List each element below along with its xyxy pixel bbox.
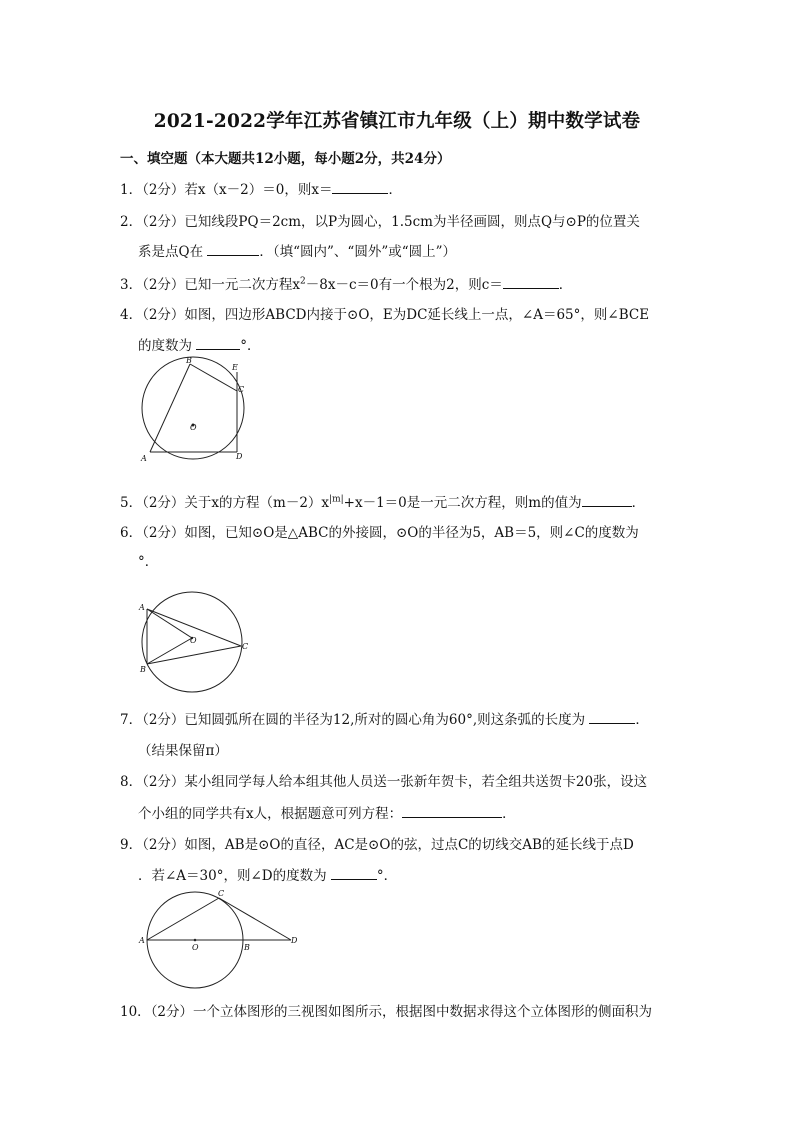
label-C: C [238, 385, 245, 394]
question-8-cont [138, 802, 516, 822]
question-number: 9． [120, 837, 143, 853]
answer-blank [332, 181, 388, 194]
question-1 [120, 178, 402, 198]
question-text-mid: +x－1＝0是一元二次方程，则m的值为 [343, 495, 582, 511]
question-text-end: °． [376, 868, 398, 884]
question-text-end: ． [502, 806, 516, 822]
question-text: （2分）如图，已知⊙O是△ABC的外接圆，⊙O的半径为5，AB＝5，则∠C的度数为 [142, 525, 639, 541]
question-number: 1． [120, 182, 143, 198]
tangent-diagram [138, 888, 308, 988]
question-text-end: ． [558, 277, 573, 293]
question-10 [120, 1000, 652, 1020]
question-number: 10． [120, 1004, 151, 1020]
label-B: B [186, 356, 192, 365]
question-text: （2分）已知圆弧所在圆的半径为12,所对的圆心角为60°,则这条弧的长度为 [142, 712, 586, 728]
label-O: O [190, 423, 197, 432]
question-text: （2分）某小组同学每人给本组其他人员送一张新年贺卡，若全组共送贺卡20张，设这 [142, 774, 648, 790]
question-3 [120, 273, 572, 293]
question-number: 6． [120, 525, 143, 541]
question-7 [120, 708, 649, 728]
label-A: A [139, 936, 145, 945]
label-D: D [236, 452, 243, 461]
figure-q6 [134, 596, 259, 700]
question-6-cont [138, 550, 158, 570]
label-C: C [218, 889, 225, 898]
question-number: 5． [120, 495, 143, 511]
answer-blank [402, 805, 502, 818]
question-text: （结果保留π） [138, 743, 228, 759]
label-B: B [140, 665, 146, 674]
question-4 [120, 303, 649, 323]
question-9 [120, 833, 634, 853]
question-text-mid: －8x－c＝0有一个根为2，则c＝ [305, 277, 503, 293]
question-9-cont [138, 864, 397, 884]
exponent: |m| [329, 494, 344, 505]
section-heading: 一、填空题（本大题共12小题，每小题2分，共24分） [120, 151, 451, 167]
page-title: 2021-2022学年江苏省镇江市九年级（上）期中数学试卷 [153, 111, 641, 132]
question-text-end: °． [240, 338, 261, 354]
exponent: 2 [300, 276, 306, 287]
question-number: 2． [120, 214, 143, 230]
question-text-end: ． [631, 495, 646, 511]
label-A: A [139, 603, 145, 612]
answer-blank [582, 494, 632, 507]
label-O: O [190, 636, 197, 645]
question-text: 的度数为 [138, 338, 192, 354]
label-B: B [244, 943, 250, 952]
question-text: （2分）已知一元二次方程x [142, 277, 301, 293]
question-text-end: ． [635, 712, 649, 728]
question-text: ．若∠A＝30°，则∠D的度数为 [138, 868, 327, 884]
question-text: 系是点Q在 [138, 244, 204, 260]
answer-blank [196, 337, 240, 350]
question-text: （2分）如图，AB是⊙O的直径，AC是⊙O的弦，过点C的切线交AB的延长线于点D [142, 837, 634, 853]
question-8 [120, 770, 647, 790]
figure-q9 [138, 888, 308, 992]
question-text: （2分）如图，四边形ABCD内接于⊙O，E为DC延长线上一点，∠A＝65°，则∠BCE [142, 307, 650, 323]
question-2-cont [138, 240, 456, 260]
question-text: （2分）若x（x－2）＝0，则x＝ [142, 182, 333, 198]
question-6 [120, 521, 639, 541]
question-number: 7． [120, 712, 143, 728]
question-number: 3． [120, 277, 143, 293]
cyclic-quadrilateral-diagram [130, 358, 260, 468]
question-number: 8． [120, 774, 143, 790]
label-E: E [232, 363, 238, 372]
question-2 [120, 210, 640, 230]
answer-blank [503, 276, 559, 289]
label-C: C [242, 642, 249, 651]
answer-blank [589, 711, 635, 724]
question-text: （2分）一个立体图形的三视图如图所示，根据图中数据求得这个立体图形的侧面积为 [150, 1004, 653, 1020]
label-D: D [291, 936, 298, 945]
answer-blank [207, 243, 259, 256]
answer-blank [331, 867, 377, 880]
question-4-cont [138, 334, 261, 354]
question-text-end: ． [388, 182, 402, 198]
question-text: 个小组的同学共有x人，根据题意可列方程： [138, 806, 403, 822]
figure-q4 [130, 358, 260, 472]
question-text: （2分）已知线段PQ＝2cm，以P为圆心，1.5cm为半径画圆，则点Q与⊙P的位置关 [142, 214, 640, 230]
label-A: A [141, 454, 147, 463]
circumcircle-diagram [134, 596, 259, 696]
question-text: °． [138, 554, 159, 570]
question-7-cont [138, 739, 228, 759]
question-5 [120, 491, 645, 511]
label-O: O [192, 943, 199, 952]
question-text-end: ．（填“圆内”、“圆外”或“圆上”） [259, 244, 457, 260]
question-text: （2分）关于x的方程（m－2）x [142, 495, 330, 511]
question-number: 4． [120, 307, 143, 323]
